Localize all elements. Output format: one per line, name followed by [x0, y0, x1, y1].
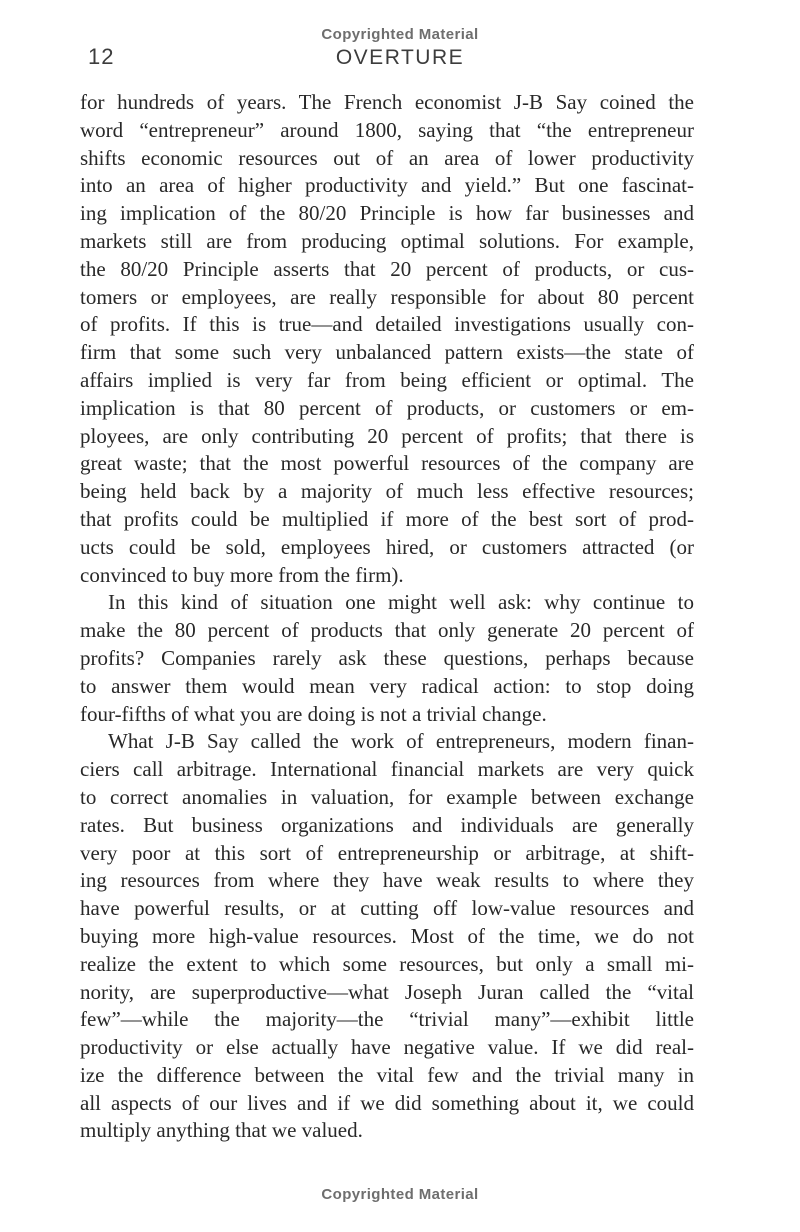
text-line: convinced to buy more from the firm). — [80, 562, 404, 587]
text-line: What J-B Say called the work of entrepreneurs, modern finan- — [108, 729, 694, 754]
text-line: markets still are from producing optimal solutions. For example, — [80, 228, 694, 253]
text-line: for hundreds of years. The French economist J-B Say coined the — [80, 90, 694, 114]
text-line: word “entrepreneur” around 1800, saying that “the entrepreneur — [80, 117, 694, 142]
text-line: very poor at this sort of entrepreneurship or arbitrage, at shift- — [80, 840, 694, 865]
text-line: firm that some such very unbalanced pattern exists—the state of — [80, 340, 694, 365]
text-line: make the 80 percent of products that only generate 20 percent of — [80, 618, 694, 643]
text-line: four-fifths of what you are doing is not a trivial change. — [80, 701, 547, 726]
body-text — [80, 89, 694, 1145]
text-line: ize the difference between the vital few and the trivial many in — [80, 1062, 694, 1087]
text-line: shifts economic resources out of an area of lower productivity — [80, 145, 694, 170]
text-line: multiply anything that we valued. — [80, 1118, 363, 1143]
text-line: ing resources from where they have weak results to where they — [80, 868, 694, 893]
text-line: rates. But business organizations and individuals are generally — [80, 812, 694, 837]
text-line: that profits could be multiplied if more of the best sort of prod- — [80, 506, 694, 531]
text-line: few”—while the majority—the “trivial many”—exhibit little — [80, 1007, 694, 1032]
text-line: ployees, are only contributing 20 percent of profits; that there is — [80, 423, 694, 448]
text-line: affairs implied is very far from being efficient or optimal. The — [80, 367, 694, 392]
text-line: ing implication of the 80/20 Principle is how far businesses and — [80, 201, 694, 226]
text-line: to answer them would mean very radical action: to stop doing — [80, 673, 694, 698]
text-line: into an area of higher productivity and yield.” But one fascinat- — [80, 173, 694, 198]
text-line: In this kind of situation one might well ask: why continue to — [108, 590, 694, 615]
text-line: to correct anomalies in valuation, for example between exchange — [80, 784, 694, 809]
text-line: buying more high-value resources. Most of the time, we do not — [80, 923, 694, 948]
paragraph — [80, 589, 694, 728]
text-line: nority, are superproductive—what Joseph Juran called the “vital — [80, 979, 694, 1004]
text-line: realize the extent to which some resources, but only a small mi- — [80, 951, 694, 976]
text-line: tomers or employees, are really responsible for about 80 percent — [80, 284, 694, 309]
text-line: the 80/20 Principle asserts that 20 percent of products, or cus- — [80, 256, 694, 281]
text-line: of profits. If this is true—and detailed investigations usually con- — [80, 312, 694, 337]
text-line: productivity or else actually have negative value. If we did real- — [80, 1035, 694, 1060]
paragraph — [80, 728, 694, 1145]
text-line: all aspects of our lives and if we did something about it, we could — [80, 1090, 694, 1115]
page-number: 12 — [88, 44, 115, 69]
text-line: implication is that 80 percent of products, or customers or em- — [80, 395, 694, 420]
paragraph — [80, 89, 694, 589]
text-line: being held back by a majority of much less effective resources; — [80, 479, 694, 504]
text-line: ciers call arbitrage. International financial markets are very quick — [80, 757, 694, 782]
text-line: profits? Companies rarely ask these questions, perhaps because — [80, 645, 694, 670]
copyright-notice-top: Copyrighted Material — [321, 26, 479, 43]
text-line: have powerful results, or at cutting off low-value resources and — [80, 896, 694, 921]
text-line: great waste; that the most powerful resources of the company are — [80, 451, 694, 476]
running-head: OVERTURE — [335, 46, 465, 69]
copyright-notice-bottom: Copyrighted Material — [321, 1186, 479, 1203]
text-line: ucts could be sold, employees hired, or customers attracted (or — [80, 534, 694, 559]
